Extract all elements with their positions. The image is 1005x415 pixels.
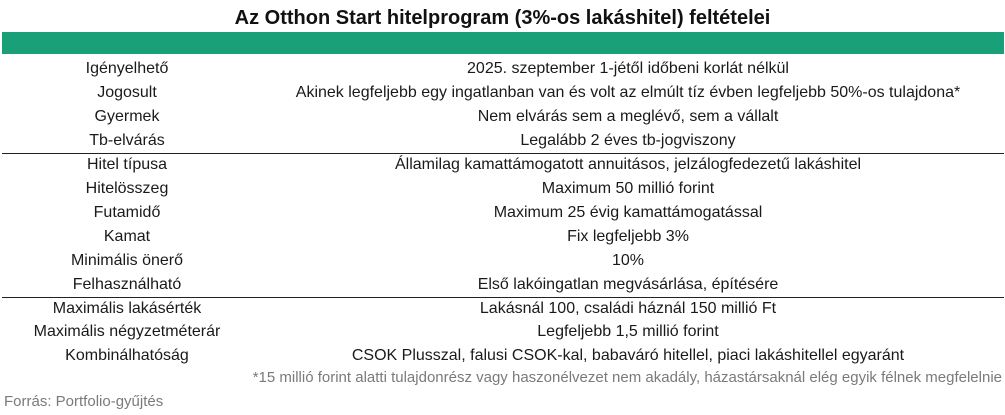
row-value: Fix legfeljebb 3% <box>567 227 689 245</box>
conditions-table <box>2 57 1004 368</box>
table-row <box>2 81 1004 105</box>
row-value: Legfeljebb 1,5 millió forint <box>537 323 719 340</box>
table-row <box>2 225 1004 249</box>
row-label: Kamat <box>103 227 151 245</box>
row-value: Maximum 50 millió forint <box>541 179 715 197</box>
row-label: Gyermek <box>94 108 160 125</box>
table-row <box>2 105 1004 129</box>
row-label: Tb-elvárás <box>89 132 165 149</box>
row-value: CSOK Plusszal, falusi CSOK-kal, babaváró hitellel, piaci lakáshitellel egyaránt <box>351 347 905 364</box>
row-value: 10% <box>611 251 645 269</box>
table-row <box>2 201 1004 225</box>
row-label: Hitel típusa <box>86 156 168 174</box>
row-label: Maximális négyzetméterár <box>33 323 221 340</box>
row-label: Kombinálhatóság <box>65 347 189 364</box>
table-row <box>2 177 1004 201</box>
table-row <box>2 344 1004 368</box>
table-row <box>2 249 1004 273</box>
row-label: Maximális lakásérték <box>52 299 202 317</box>
footnote: *15 millió forint alatti tulajdonrész vagy haszonélvezet nem akadály, házastársaknál elég egyik félnek megfelelnie <box>252 369 1002 386</box>
row-label: Jogosult <box>97 84 157 101</box>
row-label: Felhasználható <box>72 275 182 293</box>
table-row <box>2 320 1004 344</box>
row-value: Maximum 25 évig kamattámogatással <box>493 203 763 221</box>
table-row <box>2 273 1004 297</box>
row-value: Lakásnál 100, családi háznál 150 millió Ft <box>479 299 777 317</box>
table-row <box>2 153 1004 177</box>
table-row <box>2 297 1004 321</box>
row-value: Legalább 2 éves tb-jogviszony <box>520 132 736 149</box>
row-value: Államilag kamattámogatott annuitásos, jelzálogfedezetű lakáshitel <box>394 156 862 174</box>
row-value: Első lakóingatlan megvásárlása, építésére <box>477 275 779 293</box>
source-note: Forrás: Portfolio-gyűjtés <box>4 393 164 410</box>
row-label: Futamidő <box>93 203 161 221</box>
header-band <box>2 32 1004 54</box>
row-label: Hitelösszeg <box>85 179 169 197</box>
table-title: Az Otthon Start hitelprogram (3%-os lakáshitel) feltételei <box>234 7 771 29</box>
row-label: Igényelhető <box>85 60 169 77</box>
row-value: 2025. szeptember 1-jétől időbeni korlát nélkül <box>467 60 789 77</box>
table-row <box>2 129 1004 153</box>
table-row <box>2 57 1004 81</box>
row-value: Nem elvárás sem a meglévő, sem a vállalt <box>477 108 779 125</box>
row-value: Akinek legfeljebb egy ingatlanban van és volt az elmúlt tíz évben legfeljebb 50%-os tulajdona* <box>295 84 961 101</box>
row-label: Minimális önerő <box>70 251 184 269</box>
